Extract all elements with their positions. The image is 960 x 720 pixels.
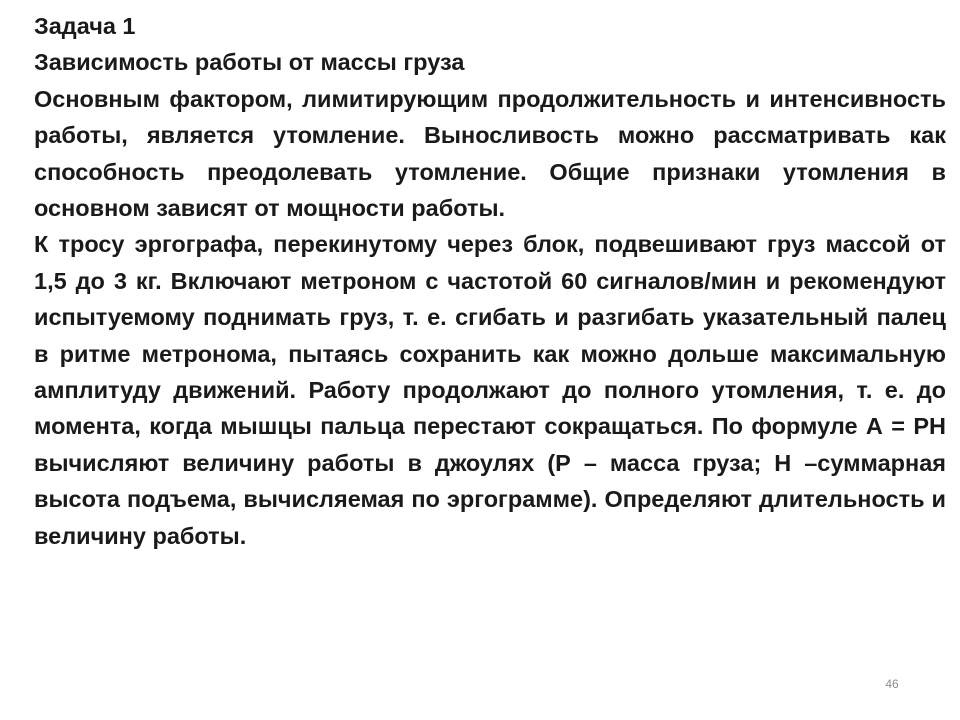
task-label: Задача 1	[34, 13, 136, 39]
paragraph-fatigue: Основным фактором, лимитирующим продолжительность и интенсивность работы, является утомление. Выносливость можно рассматривать как способность преодолевать утомление. Общие признаки утомления в основном зависят от мощности работы.	[34, 85, 946, 222]
paragraph-ergograph-procedure: К тросу эргографа, перекинутому через блок, подвешивают груз массой от 1,5 до 3 кг. Включают метроном с частотой 60 сигналов/мин и рекомендуют испытуемому поднимать груз, т. е. сгибать и разгибать указательный палец в ритме метронома, пытаясь сохранить как можно дольше максимальную амплитуду движений. Работу продолжают до полного утомления, т. е. до момента, когда мышцы пальца перестают сокращаться. По формуле А = РН вычисляют величину работы в джоулях (Р – масса груза; Н –суммарная высота подъема, вычисляемая по эргограмме). Определяют длительность и величину работы.	[34, 231, 946, 549]
slide-content	[34, 8, 946, 554]
page-number: 46	[885, 677, 899, 691]
slide-subtitle: Зависимость работы от массы груза	[34, 49, 465, 76]
